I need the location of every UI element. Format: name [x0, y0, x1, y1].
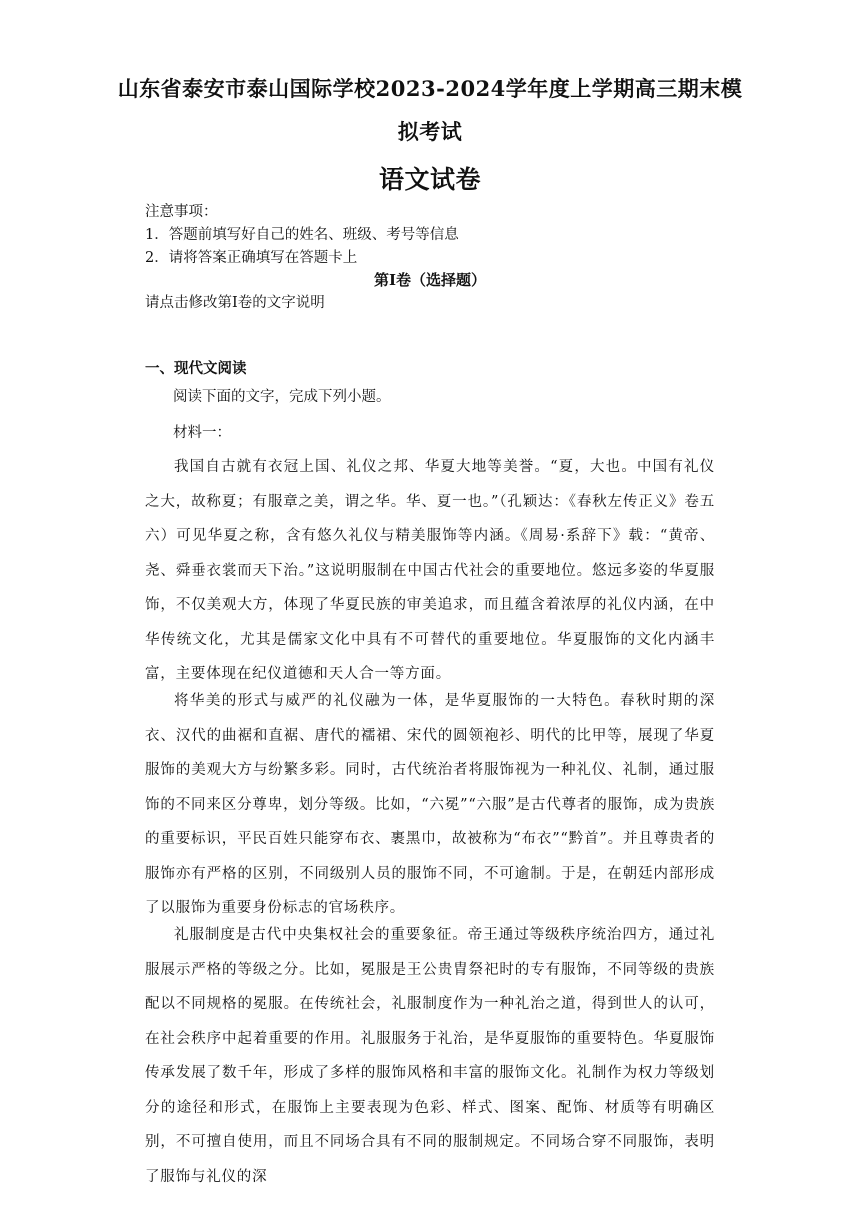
section-description: 请点击修改第I卷的文字说明 [145, 295, 325, 311]
notice-label: 注意事项： [145, 204, 218, 220]
exam-title-line-2: 拟考试 [397, 119, 463, 144]
passage-paragraph: 礼服制度是古代中央集权社会的重要象征。帝王通过等级秩序统治四方，通过礼服展示严格的等级之分。比如，冕服是王公贵胄祭祀时的专有服饰，不同等级的贵族配以不同规格的冕服。在传统社会，礼服制度作为一种礼治之道，得到世人的认可，在社会秩序中起着重要的作用。礼服服务于礼治，是华夏服饰的重要特色。华夏服饰传承发展了数千年，形成了多样的服饰风格和丰富的服饰文化。礼制作为权力等级划分的途径和形式，在服饰上主要表现为色彩、样式、图案、配饰、材质等有明确区别，不可擅自使用，而且不同场合具有不同的服制规定。不同场合穿不同服饰，表明了服饰与礼仪的深 [145, 927, 715, 1185]
notice-item: 1．答题前填写好自己的姓名、班级、考号等信息 [145, 227, 459, 243]
exam-subtitle: 语文试卷 [378, 165, 481, 194]
exam-title-line-1: 山东省泰安市泰山国际学校2023-2024学年度上学期高三期末模 [117, 76, 743, 101]
notice-item: 2．请将答案正确填写在答题卡上 [145, 250, 358, 266]
reading-instruction: 阅读下面的文字，完成下列小题。 [173, 389, 391, 405]
material-label: 材料一： [173, 425, 231, 441]
section-title: 第I卷（选择题） [373, 271, 487, 289]
passage-paragraph: 我国自古就有衣冠上国、礼仪之邦、华夏大地等美誉。“夏，大也。中国有礼仪之大，故称夏；有服章之美，谓之华。华、夏一也。”（孔颖达：《春秋左传正义》卷五六）可见华夏之称，含有悠久礼仪与精美服饰等内涵。《周易·系辞下》载：“黄帝、尧、舜垂衣裳而天下治。”这说明服制在中国古代社会的重要地位。悠远多姿的华夏服饰，不仅美观大方，体现了华夏民族的审美追求，而且蕴含着浓厚的礼仪内涵，在中华传统文化，尤其是儒家文化中具有不可替代的重要地位。华夏服饰的文化内涵丰富，主要体现在纪仪道德和天人合一等方面。 [145, 459, 715, 682]
passage-paragraph: 将华美的形式与威严的礼仪融为一体，是华夏服饰的一大特色。春秋时期的深衣、汉代的曲裾和直裾、唐代的襦裙、宋代的圆领袍衫、明代的比甲等，展现了华夏服饰的美观大方与纷繁多彩。同时，古代统治者将服饰视为一种礼仪、礼制，通过服饰的不同来区分尊卑，划分等级。比如，“六冕”“六服”是古代尊者的服饰，成为贵族的重要标识，平民百姓只能穿布衣、裹黑巾，故被称为“布衣”“黔首”。并且尊贵者的服饰亦有严格的区别，不同级别人员的服饰不同，不可逾制。于是，在朝廷内部形成了以服饰为重要身份标志的官场秩序。 [145, 693, 715, 916]
part-heading: 一、现代文阅读 [145, 360, 247, 377]
